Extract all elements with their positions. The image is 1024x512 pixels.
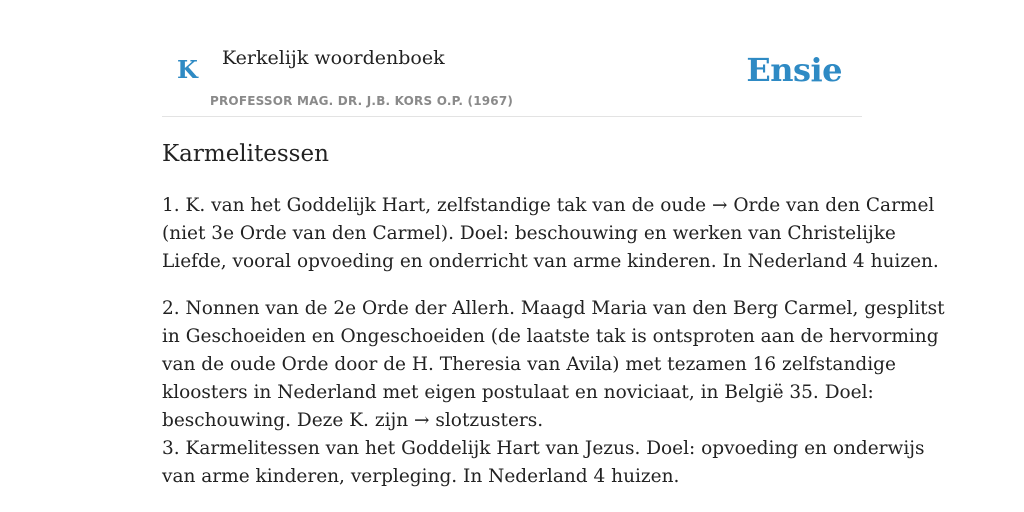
paragraph-line: in Geschoeiden en Ongeschoeiden (de laatste tak is ontsproten aan de hervorming bbox=[162, 326, 939, 347]
paragraph-line: 2. Nonnen van de 2e Orde der Allerh. Maagd Maria van den Berg Carmel, gesplitst bbox=[162, 298, 945, 319]
entry-title: Karmelitessen bbox=[162, 141, 329, 167]
paragraph-line: kloosters in Nederland met eigen postulaat en noviciaat, in België 35. Doel: bbox=[162, 382, 874, 403]
page-header bbox=[162, 0, 862, 117]
entry-paragraph-2 bbox=[162, 295, 945, 491]
book-title-link[interactable]: Kerkelijk woordenboek bbox=[222, 47, 445, 69]
paragraph-line: 3. Karmelitessen van het Goddelijk Hart van Jezus. Doel: opvoeding en onderwijs bbox=[162, 438, 925, 459]
book-logo-icon[interactable]: K bbox=[177, 55, 198, 84]
paragraph-line: van de oude Orde door de H. Theresia van Avila) met tezamen 16 zelfstandige bbox=[162, 354, 896, 375]
paragraph-line: beschouwing. Deze K. zijn → slotzusters. bbox=[162, 410, 544, 431]
ensie-logo[interactable]: Ensie bbox=[746, 51, 842, 89]
entry-content bbox=[162, 136, 945, 491]
book-author: PROFESSOR MAG. DR. J.B. KORS O.P. (1967) bbox=[210, 94, 514, 108]
paragraph-line: (niet 3e Orde van den Carmel). Doel: beschouwing en werken van Christelijke bbox=[162, 223, 896, 244]
paragraph-line: Liefde, vooral opvoeding en onderricht van arme kinderen. In Nederland 4 huizen. bbox=[162, 251, 939, 272]
entry-paragraph-1 bbox=[162, 192, 939, 276]
paragraph-line: van arme kinderen, verpleging. In Nederland 4 huizen. bbox=[162, 466, 680, 487]
paragraph-line: 1. K. van het Goddelijk Hart, zelfstandige tak van de oude → Orde van den Carmel bbox=[162, 195, 935, 216]
